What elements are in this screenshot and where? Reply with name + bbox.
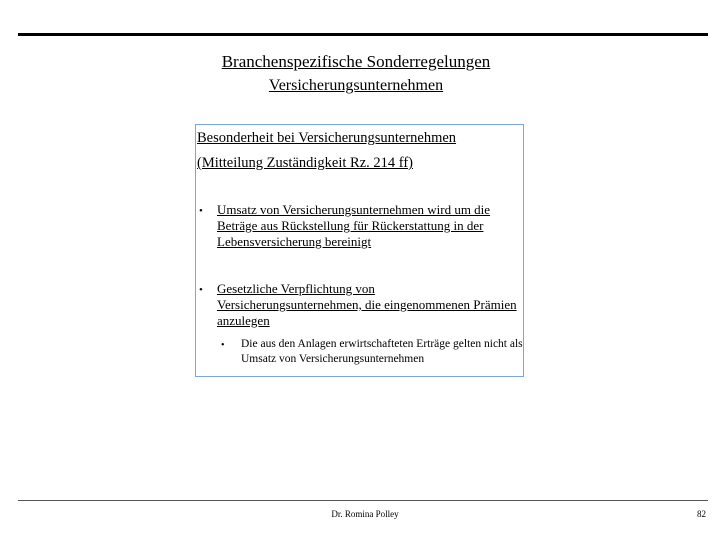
sub-bullet-item: Die aus den Anlagen erwirtschafteten Erträge gelten nicht als Umsatz von Versicherungsunternehmen [241,338,523,365]
top-divider [18,33,708,36]
bullet-marker: • [199,205,203,217]
slide-title: Branchenspezifische Sonderregelungen [221,52,491,71]
bullet-item: Umsatz von Versicherungsunternehmen wird um die Beträge aus Rückstellung für Rückerstattung in der Lebensversicherung bereinigt [217,202,491,249]
bullet-marker: • [199,284,203,296]
footer-author: Dr. Romina Polley [331,509,399,519]
sub-bullet-marker: • [221,340,225,351]
page-number: 82 [697,509,706,519]
content-heading: Besonderheit bei Versicherungsunternehmen [197,130,457,146]
footer-divider [18,500,708,501]
slide-subtitle: Versicherungsunternehmen [268,77,444,94]
content-heading-reference: (Mitteilung Zuständigkeit Rz. 214 ff) [197,155,413,171]
bullet-item: Gesetzliche Verpflichtung von Versicherungsunternehmen, die eingenommenen Prämien anzulegen [217,281,517,328]
